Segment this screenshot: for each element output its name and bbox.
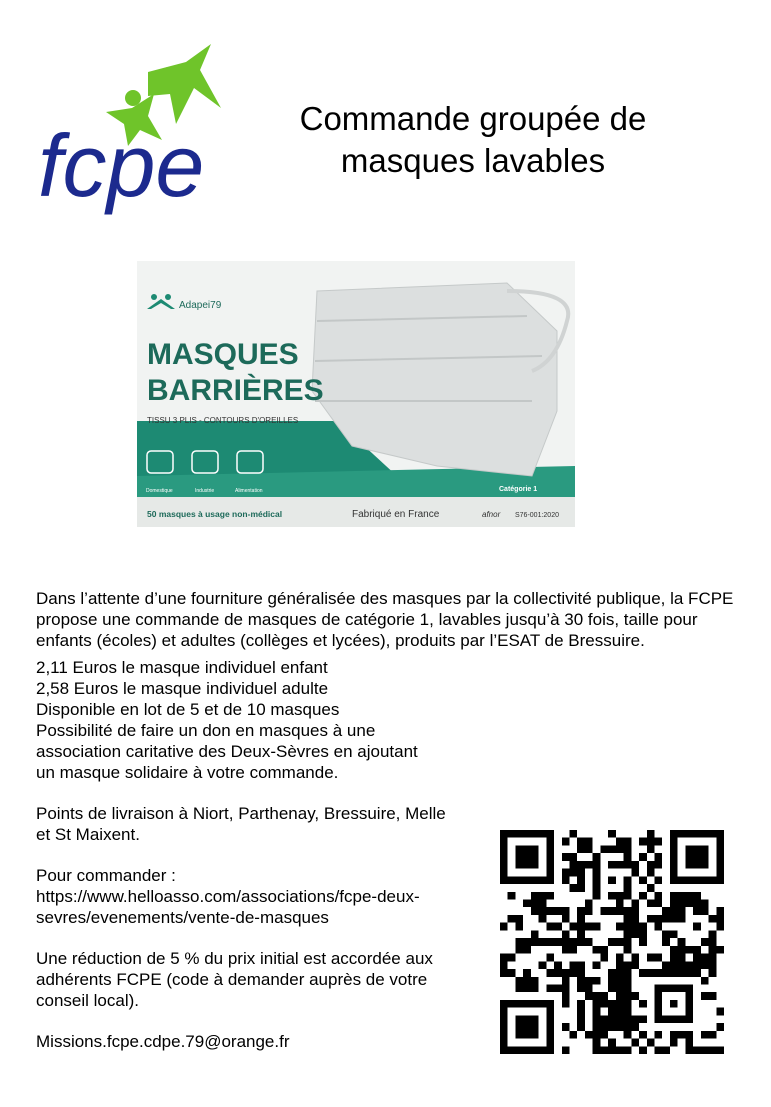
product-brand: Adapei79 <box>179 300 222 311</box>
detail-line: 2,11 Euros le masque individuel enfant <box>36 658 328 677</box>
detail-line: 2,58 Euros le masque individuel adulte <box>36 679 329 698</box>
mask-box-image <box>137 261 575 527</box>
fcpe-logo <box>36 36 236 226</box>
order-label: Pour commander : <box>36 866 176 885</box>
usage-icon-label-2: Industrie <box>195 488 215 494</box>
logo-text: fcpe <box>38 116 205 215</box>
product-subtitle: TISSU 3 PLIS - CONTOURS D'OREILLES <box>147 416 299 425</box>
title-line-2: masques lavables <box>340 142 606 179</box>
product-footer-left: 50 masques à usage non-médical <box>147 509 283 519</box>
product-footer-logo: afnor <box>482 510 501 519</box>
title-line-1: Commande groupée de <box>299 100 647 137</box>
delivery-paragraph: Points de livraison à Niort, Parthenay, Bressuire, Melle et St Maixent. <box>36 804 446 844</box>
order-link[interactable] <box>36 886 496 928</box>
usage-icon-label-3: Alimentation <box>235 488 263 494</box>
usage-icon-label-1: Domestique <box>146 488 173 494</box>
order-url-line-2[interactable]: sevres/evenements/vente-de-masques <box>36 908 329 927</box>
page-title <box>248 98 698 182</box>
details-list <box>36 657 736 783</box>
order-url-line-1[interactable]: https://www.helloasso.com/associations/fcpe-deux- <box>36 887 420 906</box>
product-category: Catégorie 1 <box>499 486 538 493</box>
detail-line: Possibilité de faire un don en masques à une <box>36 721 376 740</box>
product-footer-right: S76-001:2020 <box>515 512 559 519</box>
detail-line: un masque solidaire à votre commande. <box>36 763 339 782</box>
contact-email[interactable]: Missions.fcpe.cdpe.79@orange.fr <box>36 1032 290 1051</box>
detail-line: association caritative des Deux-Sèvres en ajoutant <box>36 742 418 761</box>
discount-paragraph: Une réduction de 5 % du prix initial est accordée aux adhérents FCPE (code à demander auprès de votre conseil local). <box>36 949 433 1010</box>
product-title-line-2: BARRIÈRES <box>147 374 324 407</box>
detail-line: Disponible en lot de 5 et de 10 masques <box>36 700 340 719</box>
qr-code-icon[interactable] <box>500 826 724 1058</box>
intro-paragraph: Dans l’attente d’une fourniture généralisée des masques par la collectivité publique, la FCPE propose une commande de masques de catégorie 1, lavables jusqu’à 30 fois, taille pour enfants (écoles) et adultes (collèges et lycées), produits par l’ESAT de Bressuire. <box>36 589 734 650</box>
order-block <box>36 865 496 928</box>
product-footer-mid: Fabriqué en France <box>352 509 440 520</box>
product-title-line-1: MASQUES <box>147 338 299 371</box>
